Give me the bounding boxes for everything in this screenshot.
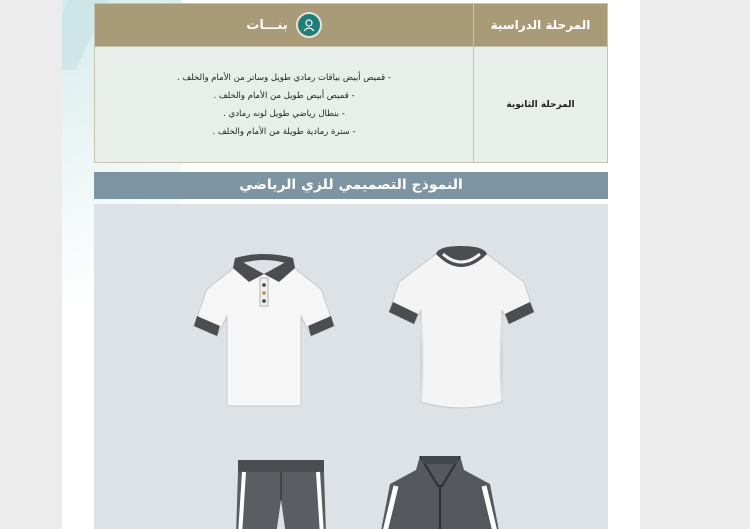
polo-shirt-icon xyxy=(189,244,339,418)
uniform-items-list xyxy=(95,69,473,141)
girls-header xyxy=(95,4,474,47)
list-item: - قميص أبيض طويل من الأمام والخلف . xyxy=(213,90,355,101)
jacket-icon xyxy=(380,456,500,529)
table-header-row xyxy=(95,4,608,47)
section-banner: النموذج التصميمي للزي الرياضي xyxy=(94,172,608,199)
stage-value: المرحلة الثانوية xyxy=(474,47,608,163)
dress-code-table xyxy=(94,3,608,163)
girl-icon xyxy=(296,12,322,38)
list-item: - بنطال رياضي طويل لونه رمادي . xyxy=(223,108,345,119)
uniform-gallery xyxy=(94,204,608,529)
sport-pants-icon xyxy=(234,460,329,529)
table-row xyxy=(95,47,608,163)
stage-header: المرحلة الدراسية xyxy=(474,4,608,47)
list-item: - قميص أبيض بياقات رمادي طويل وساتر من الأمام والخلف . xyxy=(177,72,391,83)
tshirt-icon xyxy=(384,242,539,416)
list-item: - سترة رمادية طويلة من الأمام والخلف . xyxy=(212,126,356,137)
girls-header-label: بنـــات xyxy=(246,17,288,33)
document-page xyxy=(62,0,640,529)
uniform-items-cell xyxy=(95,47,474,163)
